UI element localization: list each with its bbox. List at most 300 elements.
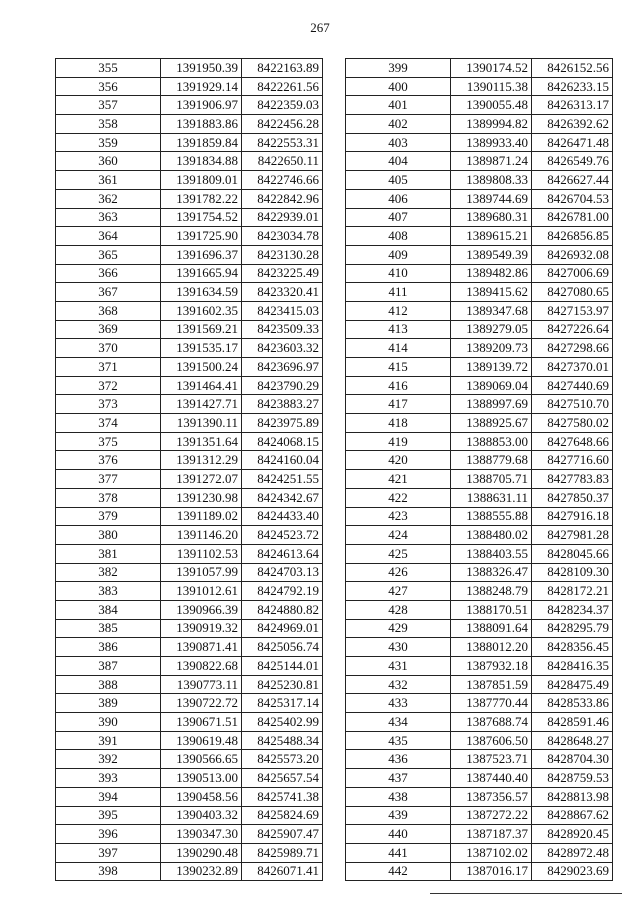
x-coordinate-cell: 1387187.37	[451, 825, 532, 844]
x-coordinate-cell: 1391012.61	[161, 582, 242, 601]
x-coordinate-cell: 1391754.52	[161, 208, 242, 227]
y-coordinate-cell: 8423883.27	[242, 395, 323, 414]
y-coordinate-cell: 8428356.45	[532, 638, 613, 657]
y-coordinate-cell: 8428648.27	[532, 731, 613, 750]
point-number-cell: 428	[346, 600, 451, 619]
x-coordinate-cell: 1389744.69	[451, 189, 532, 208]
point-number-cell: 374	[56, 414, 161, 433]
y-coordinate-cell: 8424613.64	[242, 544, 323, 563]
point-number-cell: 387	[56, 657, 161, 676]
point-number-cell: 411	[346, 283, 451, 302]
point-number-cell: 440	[346, 825, 451, 844]
point-number-cell: 395	[56, 806, 161, 825]
point-number-cell: 441	[346, 843, 451, 862]
x-coordinate-cell: 1391102.53	[161, 544, 242, 563]
table-row	[56, 657, 323, 676]
table-row	[346, 133, 613, 152]
table-row	[346, 638, 613, 657]
x-coordinate-cell: 1388170.51	[451, 600, 532, 619]
y-coordinate-cell: 8427510.70	[532, 395, 613, 414]
table-row	[56, 77, 323, 96]
point-number-cell: 438	[346, 787, 451, 806]
x-coordinate-cell: 1391189.02	[161, 507, 242, 526]
point-number-cell: 362	[56, 189, 161, 208]
point-number-cell: 402	[346, 115, 451, 134]
point-number-cell: 359	[56, 133, 161, 152]
y-coordinate-cell: 8425907.47	[242, 825, 323, 844]
x-coordinate-cell: 1390115.38	[451, 77, 532, 96]
point-number-cell: 360	[56, 152, 161, 171]
x-coordinate-cell: 1388555.88	[451, 507, 532, 526]
table-row	[56, 432, 323, 451]
table-row	[346, 189, 613, 208]
coordinates-table-right-body	[346, 59, 613, 881]
y-coordinate-cell: 8427783.83	[532, 470, 613, 489]
point-number-cell: 400	[346, 77, 451, 96]
table-row	[56, 750, 323, 769]
point-number-cell: 367	[56, 283, 161, 302]
y-coordinate-cell: 8428972.48	[532, 843, 613, 862]
x-coordinate-cell: 1391883.86	[161, 115, 242, 134]
x-coordinate-cell: 1387932.18	[451, 657, 532, 676]
x-coordinate-cell: 1391500.24	[161, 358, 242, 377]
table-row	[346, 750, 613, 769]
x-coordinate-cell: 1390566.65	[161, 750, 242, 769]
x-coordinate-cell: 1387606.50	[451, 731, 532, 750]
point-number-cell: 371	[56, 358, 161, 377]
table-row	[346, 432, 613, 451]
x-coordinate-cell: 1389482.86	[451, 264, 532, 283]
table-row	[346, 544, 613, 563]
y-coordinate-cell: 8422261.56	[242, 77, 323, 96]
y-coordinate-cell: 8427580.02	[532, 414, 613, 433]
x-coordinate-cell: 1391390.11	[161, 414, 242, 433]
point-number-cell: 432	[346, 675, 451, 694]
table-row	[346, 77, 613, 96]
y-coordinate-cell: 8428234.37	[532, 600, 613, 619]
y-coordinate-cell: 8428109.30	[532, 563, 613, 582]
x-coordinate-cell: 1389279.05	[451, 320, 532, 339]
x-coordinate-cell: 1391146.20	[161, 526, 242, 545]
x-coordinate-cell: 1390619.48	[161, 731, 242, 750]
x-coordinate-cell: 1391230.98	[161, 488, 242, 507]
x-coordinate-cell: 1389139.72	[451, 358, 532, 377]
y-coordinate-cell: 8429023.69	[532, 862, 613, 881]
table-row	[56, 283, 323, 302]
point-number-cell: 380	[56, 526, 161, 545]
point-number-cell: 363	[56, 208, 161, 227]
x-coordinate-cell: 1387770.44	[451, 694, 532, 713]
table-row	[56, 376, 323, 395]
point-number-cell: 439	[346, 806, 451, 825]
y-coordinate-cell: 8426233.15	[532, 77, 613, 96]
table-row	[346, 526, 613, 545]
point-number-cell: 366	[56, 264, 161, 283]
x-coordinate-cell: 1388091.64	[451, 619, 532, 638]
table-row	[346, 470, 613, 489]
y-coordinate-cell: 8424068.15	[242, 432, 323, 451]
y-coordinate-cell: 8428704.30	[532, 750, 613, 769]
y-coordinate-cell: 8427226.64	[532, 320, 613, 339]
table-row	[346, 358, 613, 377]
x-coordinate-cell: 1391782.22	[161, 189, 242, 208]
point-number-cell: 429	[346, 619, 451, 638]
table-row	[56, 544, 323, 563]
table-row	[56, 507, 323, 526]
table-row	[56, 526, 323, 545]
y-coordinate-cell: 8428920.45	[532, 825, 613, 844]
table-row	[56, 582, 323, 601]
point-number-cell: 431	[346, 657, 451, 676]
y-coordinate-cell: 8423225.49	[242, 264, 323, 283]
point-number-cell: 401	[346, 96, 451, 115]
point-number-cell: 393	[56, 769, 161, 788]
page-number: 267	[310, 20, 330, 35]
x-coordinate-cell: 1391634.59	[161, 283, 242, 302]
x-coordinate-cell: 1390458.56	[161, 787, 242, 806]
point-number-cell: 357	[56, 96, 161, 115]
coordinates-table-left-body	[56, 59, 323, 881]
x-coordinate-cell: 1391809.01	[161, 171, 242, 190]
x-coordinate-cell: 1388326.47	[451, 563, 532, 582]
y-coordinate-cell: 8428172.21	[532, 582, 613, 601]
footer-rule	[430, 893, 622, 894]
point-number-cell: 413	[346, 320, 451, 339]
x-coordinate-cell: 1391665.94	[161, 264, 242, 283]
point-number-cell: 410	[346, 264, 451, 283]
point-number-cell: 397	[56, 843, 161, 862]
x-coordinate-cell: 1390347.30	[161, 825, 242, 844]
x-coordinate-cell: 1390773.11	[161, 675, 242, 694]
x-coordinate-cell: 1390871.41	[161, 638, 242, 657]
y-coordinate-cell: 8423696.97	[242, 358, 323, 377]
table-row	[56, 301, 323, 320]
point-number-cell: 390	[56, 713, 161, 732]
x-coordinate-cell: 1391312.29	[161, 451, 242, 470]
table-row	[56, 731, 323, 750]
table-row	[346, 806, 613, 825]
point-number-cell: 379	[56, 507, 161, 526]
table-row	[346, 657, 613, 676]
x-coordinate-cell: 1387102.02	[451, 843, 532, 862]
point-number-cell: 385	[56, 619, 161, 638]
y-coordinate-cell: 8423415.03	[242, 301, 323, 320]
point-number-cell: 391	[56, 731, 161, 750]
x-coordinate-cell: 1387440.40	[451, 769, 532, 788]
table-row	[346, 208, 613, 227]
point-number-cell: 419	[346, 432, 451, 451]
point-number-cell: 388	[56, 675, 161, 694]
point-number-cell: 412	[346, 301, 451, 320]
table-row	[346, 713, 613, 732]
x-coordinate-cell: 1390966.39	[161, 600, 242, 619]
x-coordinate-cell: 1391696.37	[161, 245, 242, 264]
table-row	[56, 208, 323, 227]
y-coordinate-cell: 8425402.99	[242, 713, 323, 732]
y-coordinate-cell: 8427716.60	[532, 451, 613, 470]
x-coordinate-cell: 1387016.17	[451, 862, 532, 881]
y-coordinate-cell: 8424342.67	[242, 488, 323, 507]
x-coordinate-cell: 1391906.97	[161, 96, 242, 115]
x-coordinate-cell: 1390822.68	[161, 657, 242, 676]
table-row	[346, 787, 613, 806]
table-row	[346, 283, 613, 302]
x-coordinate-cell: 1388779.68	[451, 451, 532, 470]
point-number-cell: 434	[346, 713, 451, 732]
table-row	[346, 376, 613, 395]
x-coordinate-cell: 1389994.82	[451, 115, 532, 134]
point-number-cell: 436	[346, 750, 451, 769]
y-coordinate-cell: 8428045.66	[532, 544, 613, 563]
table-row	[56, 862, 323, 881]
point-number-cell: 421	[346, 470, 451, 489]
table-row	[56, 769, 323, 788]
y-coordinate-cell: 8428813.98	[532, 787, 613, 806]
x-coordinate-cell: 1391725.90	[161, 227, 242, 246]
table-row	[346, 619, 613, 638]
table-row	[56, 245, 323, 264]
x-coordinate-cell: 1389415.62	[451, 283, 532, 302]
table-row	[56, 451, 323, 470]
y-coordinate-cell: 8424880.82	[242, 600, 323, 619]
table-row	[56, 115, 323, 134]
point-number-cell: 377	[56, 470, 161, 489]
table-row	[346, 115, 613, 134]
y-coordinate-cell: 8424792.19	[242, 582, 323, 601]
y-coordinate-cell: 8426781.00	[532, 208, 613, 227]
table-row	[346, 414, 613, 433]
x-coordinate-cell: 1391602.35	[161, 301, 242, 320]
x-coordinate-cell: 1391272.07	[161, 470, 242, 489]
y-coordinate-cell: 8427153.97	[532, 301, 613, 320]
table-row	[346, 59, 613, 78]
point-number-cell: 414	[346, 339, 451, 358]
y-coordinate-cell: 8426392.62	[532, 115, 613, 134]
y-coordinate-cell: 8428533.86	[532, 694, 613, 713]
table-row	[346, 395, 613, 414]
y-coordinate-cell: 8427981.28	[532, 526, 613, 545]
point-number-cell: 403	[346, 133, 451, 152]
y-coordinate-cell: 8427648.66	[532, 432, 613, 451]
coordinates-table-right	[345, 58, 613, 881]
x-coordinate-cell: 1388403.55	[451, 544, 532, 563]
table-row	[346, 152, 613, 171]
x-coordinate-cell: 1389871.24	[451, 152, 532, 171]
y-coordinate-cell: 8422746.66	[242, 171, 323, 190]
point-number-cell: 405	[346, 171, 451, 190]
table-row	[346, 339, 613, 358]
point-number-cell: 420	[346, 451, 451, 470]
table-row	[56, 414, 323, 433]
point-number-cell: 415	[346, 358, 451, 377]
y-coordinate-cell: 8426856.85	[532, 227, 613, 246]
y-coordinate-cell: 8427440.69	[532, 376, 613, 395]
point-number-cell: 433	[346, 694, 451, 713]
point-number-cell: 382	[56, 563, 161, 582]
table-row	[346, 227, 613, 246]
y-coordinate-cell: 8426932.08	[532, 245, 613, 264]
y-coordinate-cell: 8426549.76	[532, 152, 613, 171]
table-row	[346, 843, 613, 862]
table-row	[346, 563, 613, 582]
point-number-cell: 381	[56, 544, 161, 563]
point-number-cell: 442	[346, 862, 451, 881]
point-number-cell: 423	[346, 507, 451, 526]
table-row	[56, 189, 323, 208]
y-coordinate-cell: 8427298.66	[532, 339, 613, 358]
x-coordinate-cell: 1388925.67	[451, 414, 532, 433]
y-coordinate-cell: 8423320.41	[242, 283, 323, 302]
table-row	[56, 320, 323, 339]
table-row	[346, 301, 613, 320]
point-number-cell: 392	[56, 750, 161, 769]
table-row	[56, 713, 323, 732]
table-row	[346, 731, 613, 750]
y-coordinate-cell: 8423509.33	[242, 320, 323, 339]
x-coordinate-cell: 1391427.71	[161, 395, 242, 414]
y-coordinate-cell: 8425573.20	[242, 750, 323, 769]
x-coordinate-cell: 1390290.48	[161, 843, 242, 862]
point-number-cell: 389	[56, 694, 161, 713]
y-coordinate-cell: 8426627.44	[532, 171, 613, 190]
x-coordinate-cell: 1391464.41	[161, 376, 242, 395]
table-row	[56, 638, 323, 657]
x-coordinate-cell: 1389549.39	[451, 245, 532, 264]
y-coordinate-cell: 8426704.53	[532, 189, 613, 208]
point-number-cell: 358	[56, 115, 161, 134]
table-row	[346, 600, 613, 619]
x-coordinate-cell: 1387272.22	[451, 806, 532, 825]
point-number-cell: 361	[56, 171, 161, 190]
y-coordinate-cell: 8427916.18	[532, 507, 613, 526]
point-number-cell: 370	[56, 339, 161, 358]
point-number-cell: 375	[56, 432, 161, 451]
x-coordinate-cell: 1389933.40	[451, 133, 532, 152]
y-coordinate-cell: 8422650.11	[242, 152, 323, 171]
point-number-cell: 406	[346, 189, 451, 208]
point-number-cell: 426	[346, 563, 451, 582]
table-row	[346, 451, 613, 470]
table-row	[346, 96, 613, 115]
y-coordinate-cell: 8428295.79	[532, 619, 613, 638]
table-row	[346, 825, 613, 844]
table-row	[56, 675, 323, 694]
x-coordinate-cell: 1391569.21	[161, 320, 242, 339]
y-coordinate-cell: 8425824.69	[242, 806, 323, 825]
x-coordinate-cell: 1391859.84	[161, 133, 242, 152]
x-coordinate-cell: 1388631.11	[451, 488, 532, 507]
table-row	[56, 488, 323, 507]
x-coordinate-cell: 1390232.89	[161, 862, 242, 881]
table-row	[56, 619, 323, 638]
point-number-cell: 417	[346, 395, 451, 414]
point-number-cell: 404	[346, 152, 451, 171]
point-number-cell: 398	[56, 862, 161, 881]
point-number-cell: 383	[56, 582, 161, 601]
x-coordinate-cell: 1388012.20	[451, 638, 532, 657]
point-number-cell: 369	[56, 320, 161, 339]
y-coordinate-cell: 8424523.72	[242, 526, 323, 545]
x-coordinate-cell: 1391950.39	[161, 59, 242, 78]
point-number-cell: 399	[346, 59, 451, 78]
table-row	[56, 339, 323, 358]
table-row	[56, 152, 323, 171]
x-coordinate-cell: 1389069.04	[451, 376, 532, 395]
point-number-cell: 416	[346, 376, 451, 395]
y-coordinate-cell: 8424969.01	[242, 619, 323, 638]
point-number-cell: 394	[56, 787, 161, 806]
y-coordinate-cell: 8422456.28	[242, 115, 323, 134]
x-coordinate-cell: 1388248.79	[451, 582, 532, 601]
table-row	[346, 507, 613, 526]
table-row	[346, 675, 613, 694]
x-coordinate-cell: 1388997.69	[451, 395, 532, 414]
table-row	[346, 862, 613, 881]
table-row	[346, 694, 613, 713]
y-coordinate-cell: 8425144.01	[242, 657, 323, 676]
point-number-cell: 424	[346, 526, 451, 545]
x-coordinate-cell: 1390055.48	[451, 96, 532, 115]
y-coordinate-cell: 8428759.53	[532, 769, 613, 788]
x-coordinate-cell: 1391929.14	[161, 77, 242, 96]
y-coordinate-cell: 8425056.74	[242, 638, 323, 657]
y-coordinate-cell: 8428416.35	[532, 657, 613, 676]
table-row	[56, 694, 323, 713]
x-coordinate-cell: 1390722.72	[161, 694, 242, 713]
table-row	[346, 245, 613, 264]
point-number-cell: 355	[56, 59, 161, 78]
point-number-cell: 437	[346, 769, 451, 788]
x-coordinate-cell: 1391057.99	[161, 563, 242, 582]
table-row	[56, 59, 323, 78]
y-coordinate-cell: 8425488.34	[242, 731, 323, 750]
y-coordinate-cell: 8425989.71	[242, 843, 323, 862]
x-coordinate-cell: 1391834.88	[161, 152, 242, 171]
table-row	[56, 600, 323, 619]
point-number-cell: 430	[346, 638, 451, 657]
x-coordinate-cell: 1390403.32	[161, 806, 242, 825]
y-coordinate-cell: 8427006.69	[532, 264, 613, 283]
y-coordinate-cell: 8422163.89	[242, 59, 323, 78]
y-coordinate-cell: 8426071.41	[242, 862, 323, 881]
point-number-cell: 422	[346, 488, 451, 507]
table-row	[56, 395, 323, 414]
point-number-cell: 435	[346, 731, 451, 750]
table-row	[56, 171, 323, 190]
x-coordinate-cell: 1389347.68	[451, 301, 532, 320]
x-coordinate-cell: 1390174.52	[451, 59, 532, 78]
table-row	[346, 488, 613, 507]
y-coordinate-cell: 8428591.46	[532, 713, 613, 732]
y-coordinate-cell: 8428475.49	[532, 675, 613, 694]
point-number-cell: 407	[346, 208, 451, 227]
y-coordinate-cell: 8423975.89	[242, 414, 323, 433]
y-coordinate-cell: 8424160.04	[242, 451, 323, 470]
y-coordinate-cell: 8427080.65	[532, 283, 613, 302]
y-coordinate-cell: 8422842.96	[242, 189, 323, 208]
x-coordinate-cell: 1389680.31	[451, 208, 532, 227]
x-coordinate-cell: 1388480.02	[451, 526, 532, 545]
y-coordinate-cell: 8422359.03	[242, 96, 323, 115]
y-coordinate-cell: 8425317.14	[242, 694, 323, 713]
y-coordinate-cell: 8423603.32	[242, 339, 323, 358]
x-coordinate-cell: 1391535.17	[161, 339, 242, 358]
x-coordinate-cell: 1388705.71	[451, 470, 532, 489]
y-coordinate-cell: 8425657.54	[242, 769, 323, 788]
y-coordinate-cell: 8424251.55	[242, 470, 323, 489]
x-coordinate-cell: 1387688.74	[451, 713, 532, 732]
table-row	[56, 787, 323, 806]
